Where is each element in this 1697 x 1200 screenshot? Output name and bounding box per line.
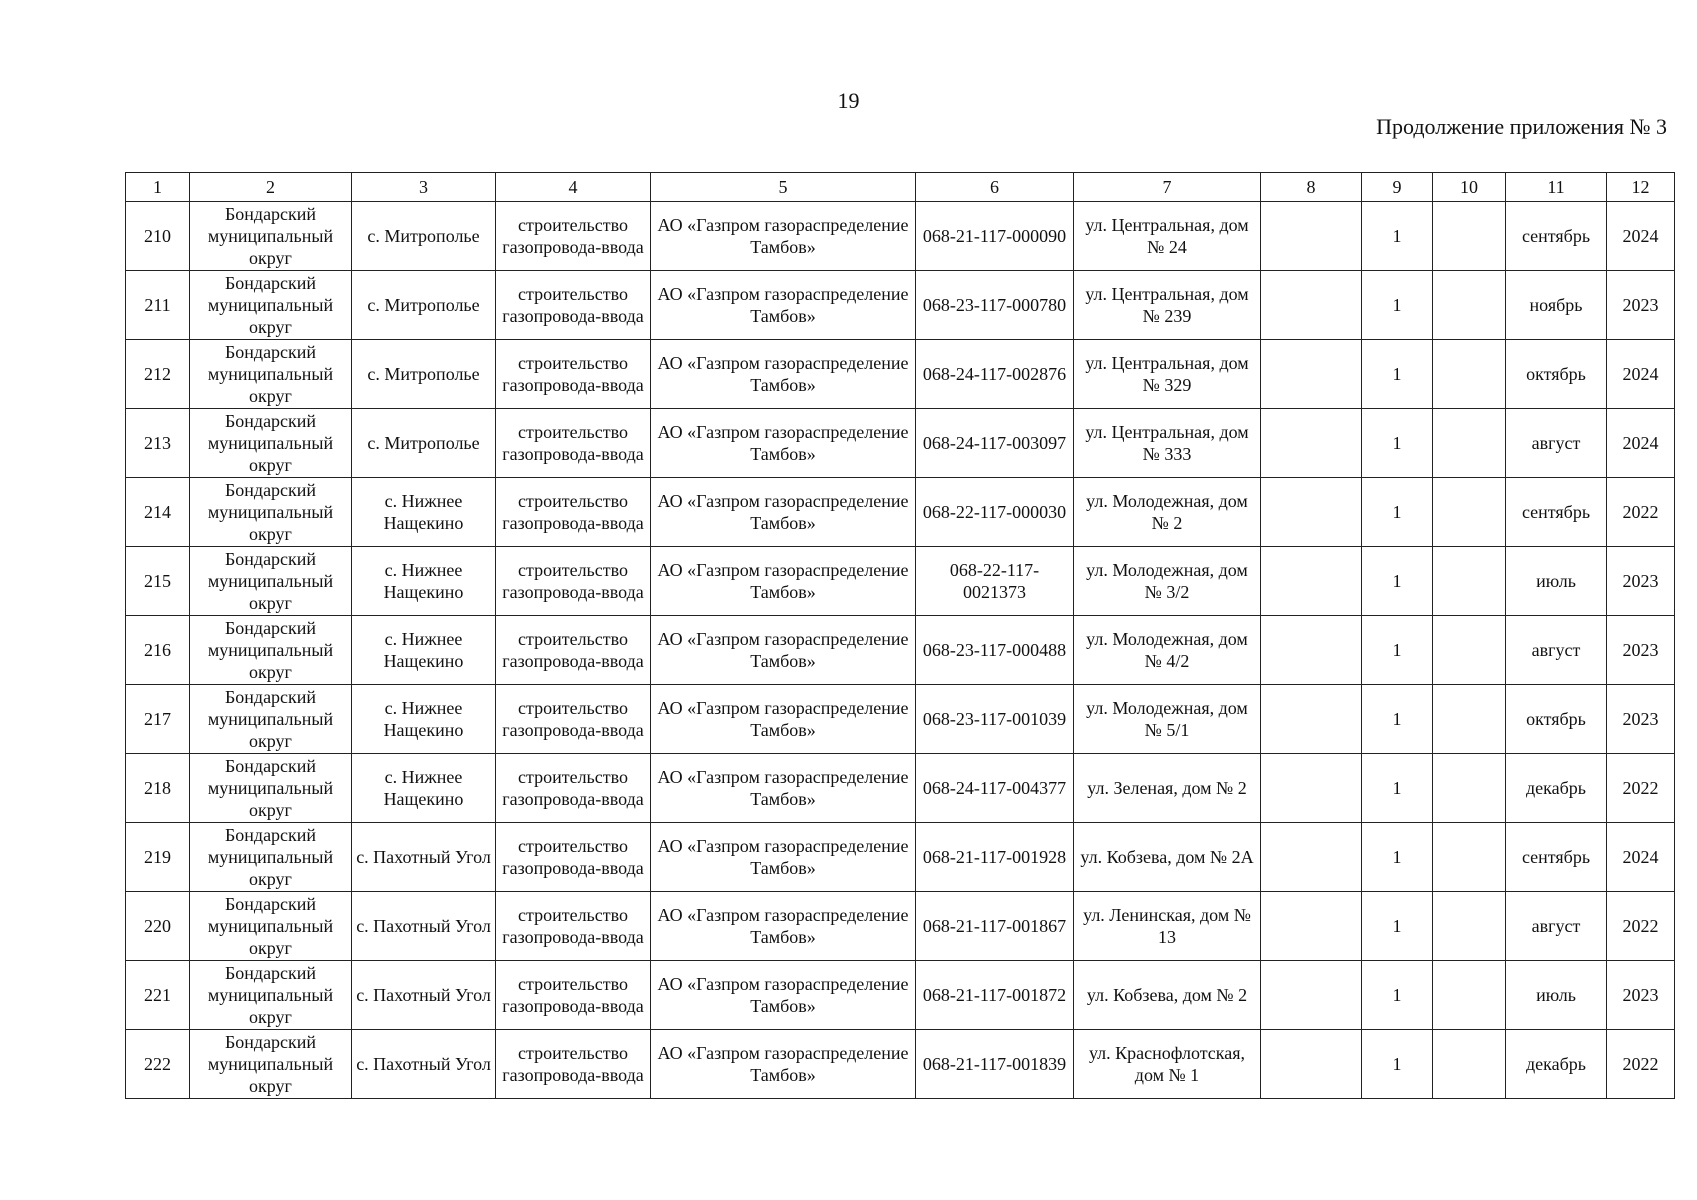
table-row bbox=[126, 754, 1675, 823]
row-number: 213 bbox=[126, 409, 190, 478]
organization-cell: АО «Газпром газораспределение Тамбов» bbox=[651, 409, 916, 478]
address-cell: ул. Кобзева, дом № 2А bbox=[1074, 823, 1261, 892]
quantity-cell: 1 bbox=[1362, 616, 1433, 685]
col8-cell bbox=[1261, 1030, 1362, 1099]
settlement-cell: с. Пахотный Угол bbox=[352, 1030, 496, 1099]
table-row bbox=[126, 409, 1675, 478]
col8-cell bbox=[1261, 271, 1362, 340]
table-row bbox=[126, 340, 1675, 409]
quantity-cell: 1 bbox=[1362, 823, 1433, 892]
registry-code-cell: 068-21-117-001867 bbox=[916, 892, 1074, 961]
settlement-cell: с. Пахотный Угол bbox=[352, 961, 496, 1030]
table-row bbox=[126, 616, 1675, 685]
col10-cell bbox=[1433, 409, 1506, 478]
work-type-cell: строительство газопровода-ввода bbox=[496, 271, 651, 340]
address-cell: ул. Центральная, дом № 24 bbox=[1074, 202, 1261, 271]
col8-cell bbox=[1261, 961, 1362, 1030]
organization-cell: АО «Газпром газораспределение Тамбов» bbox=[651, 340, 916, 409]
col8-cell bbox=[1261, 616, 1362, 685]
row-number: 221 bbox=[126, 961, 190, 1030]
registry-code-cell: 068-24-117-003097 bbox=[916, 409, 1074, 478]
organization-cell: АО «Газпром газораспределение Тамбов» bbox=[651, 271, 916, 340]
month-cell: июль bbox=[1506, 547, 1607, 616]
month-cell: август bbox=[1506, 616, 1607, 685]
work-type-cell: строительство газопровода-ввода bbox=[496, 616, 651, 685]
settlement-cell: с. Нижнее Нащекино bbox=[352, 685, 496, 754]
quantity-cell: 1 bbox=[1362, 685, 1433, 754]
registry-code-cell: 068-24-117-002876 bbox=[916, 340, 1074, 409]
quantity-cell: 1 bbox=[1362, 409, 1433, 478]
table-row bbox=[126, 823, 1675, 892]
district-cell: Бондарский муниципальный округ bbox=[190, 271, 352, 340]
row-number: 220 bbox=[126, 892, 190, 961]
col10-cell bbox=[1433, 1030, 1506, 1099]
year-cell: 2024 bbox=[1607, 340, 1675, 409]
row-number: 222 bbox=[126, 1030, 190, 1099]
district-cell: Бондарский муниципальный округ bbox=[190, 478, 352, 547]
row-number: 218 bbox=[126, 754, 190, 823]
address-cell: ул. Молодежная, дом № 5/1 bbox=[1074, 685, 1261, 754]
year-cell: 2023 bbox=[1607, 616, 1675, 685]
district-cell: Бондарский муниципальный округ bbox=[190, 202, 352, 271]
row-number: 211 bbox=[126, 271, 190, 340]
work-type-cell: строительство газопровода-ввода bbox=[496, 754, 651, 823]
col10-cell bbox=[1433, 892, 1506, 961]
organization-cell: АО «Газпром газораспределение Тамбов» bbox=[651, 823, 916, 892]
work-type-cell: строительство газопровода-ввода bbox=[496, 685, 651, 754]
organization-cell: АО «Газпром газораспределение Тамбов» bbox=[651, 961, 916, 1030]
col8-cell bbox=[1261, 685, 1362, 754]
month-cell: сентябрь bbox=[1506, 202, 1607, 271]
quantity-cell: 1 bbox=[1362, 271, 1433, 340]
quantity-cell: 1 bbox=[1362, 892, 1433, 961]
year-cell: 2024 bbox=[1607, 202, 1675, 271]
year-cell: 2023 bbox=[1607, 547, 1675, 616]
quantity-cell: 1 bbox=[1362, 961, 1433, 1030]
month-cell: сентябрь bbox=[1506, 823, 1607, 892]
organization-cell: АО «Газпром газораспределение Тамбов» bbox=[651, 1030, 916, 1099]
month-cell: август bbox=[1506, 409, 1607, 478]
col8-cell bbox=[1261, 202, 1362, 271]
month-cell: декабрь bbox=[1506, 754, 1607, 823]
column-header-1: 1 bbox=[126, 173, 190, 202]
quantity-cell: 1 bbox=[1362, 754, 1433, 823]
column-header-9: 9 bbox=[1362, 173, 1433, 202]
row-number: 217 bbox=[126, 685, 190, 754]
district-cell: Бондарский муниципальный округ bbox=[190, 616, 352, 685]
quantity-cell: 1 bbox=[1362, 202, 1433, 271]
address-cell: ул. Молодежная, дом № 2 bbox=[1074, 478, 1261, 547]
column-header-6: 6 bbox=[916, 173, 1074, 202]
settlement-cell: с. Нижнее Нащекино bbox=[352, 478, 496, 547]
address-cell: ул. Молодежная, дом № 4/2 bbox=[1074, 616, 1261, 685]
table-row bbox=[126, 271, 1675, 340]
district-cell: Бондарский муниципальный округ bbox=[190, 823, 352, 892]
col10-cell bbox=[1433, 754, 1506, 823]
year-cell: 2023 bbox=[1607, 271, 1675, 340]
column-header-3: 3 bbox=[352, 173, 496, 202]
address-cell: ул. Молодежная, дом № 3/2 bbox=[1074, 547, 1261, 616]
work-type-cell: строительство газопровода-ввода bbox=[496, 409, 651, 478]
district-cell: Бондарский муниципальный округ bbox=[190, 340, 352, 409]
organization-cell: АО «Газпром газораспределение Тамбов» bbox=[651, 892, 916, 961]
organization-cell: АО «Газпром газораспределение Тамбов» bbox=[651, 478, 916, 547]
col10-cell bbox=[1433, 961, 1506, 1030]
column-header-12: 12 bbox=[1607, 173, 1675, 202]
col8-cell bbox=[1261, 478, 1362, 547]
table-row bbox=[126, 202, 1675, 271]
col10-cell bbox=[1433, 685, 1506, 754]
settlement-cell: с. Нижнее Нащекино bbox=[352, 616, 496, 685]
table-row bbox=[126, 892, 1675, 961]
work-type-cell: строительство газопровода-ввода bbox=[496, 478, 651, 547]
month-cell: ноябрь bbox=[1506, 271, 1607, 340]
col10-cell bbox=[1433, 823, 1506, 892]
address-cell: ул. Центральная, дом № 329 bbox=[1074, 340, 1261, 409]
address-cell: ул. Центральная, дом № 333 bbox=[1074, 409, 1261, 478]
table-row bbox=[126, 685, 1675, 754]
registry-code-cell: 068-23-117-000488 bbox=[916, 616, 1074, 685]
column-header-10: 10 bbox=[1433, 173, 1506, 202]
district-cell: Бондарский муниципальный округ bbox=[190, 547, 352, 616]
year-cell: 2022 bbox=[1607, 892, 1675, 961]
month-cell: сентябрь bbox=[1506, 478, 1607, 547]
year-cell: 2023 bbox=[1607, 685, 1675, 754]
col10-cell bbox=[1433, 271, 1506, 340]
month-cell: август bbox=[1506, 892, 1607, 961]
organization-cell: АО «Газпром газораспределение Тамбов» bbox=[651, 685, 916, 754]
month-cell: декабрь bbox=[1506, 1030, 1607, 1099]
work-type-cell: строительство газопровода-ввода bbox=[496, 823, 651, 892]
settlement-cell: с. Нижнее Нащекино bbox=[352, 547, 496, 616]
column-header-2: 2 bbox=[190, 173, 352, 202]
col10-cell bbox=[1433, 547, 1506, 616]
registry-code-cell: 068-21-117-001872 bbox=[916, 961, 1074, 1030]
settlement-cell: с. Нижнее Нащекино bbox=[352, 754, 496, 823]
month-cell: октябрь bbox=[1506, 685, 1607, 754]
quantity-cell: 1 bbox=[1362, 478, 1433, 547]
registry-code-cell: 068-21-117-001839 bbox=[916, 1030, 1074, 1099]
row-number: 210 bbox=[126, 202, 190, 271]
appendix-note: Продолжение приложения № 3 bbox=[1376, 114, 1667, 139]
row-number: 214 bbox=[126, 478, 190, 547]
settlement-cell: с. Митрополье bbox=[352, 202, 496, 271]
address-cell: ул. Центральная, дом № 239 bbox=[1074, 271, 1261, 340]
col10-cell bbox=[1433, 478, 1506, 547]
year-cell: 2022 bbox=[1607, 754, 1675, 823]
column-header-8: 8 bbox=[1261, 173, 1362, 202]
settlement-cell: с. Митрополье bbox=[352, 340, 496, 409]
quantity-cell: 1 bbox=[1362, 340, 1433, 409]
page-number: 19 bbox=[837, 88, 860, 113]
work-type-cell: строительство газопровода-ввода bbox=[496, 547, 651, 616]
registry-code-cell: 068-22-117-000030 bbox=[916, 478, 1074, 547]
registry-code-cell: 068-24-117-004377 bbox=[916, 754, 1074, 823]
work-type-cell: строительство газопровода-ввода bbox=[496, 202, 651, 271]
table-row bbox=[126, 478, 1675, 547]
table-body bbox=[126, 202, 1675, 1099]
district-cell: Бондарский муниципальный округ bbox=[190, 1030, 352, 1099]
address-cell: ул. Зеленая, дом № 2 bbox=[1074, 754, 1261, 823]
year-cell: 2024 bbox=[1607, 409, 1675, 478]
col8-cell bbox=[1261, 547, 1362, 616]
col10-cell bbox=[1433, 340, 1506, 409]
year-cell: 2024 bbox=[1607, 823, 1675, 892]
col8-cell bbox=[1261, 754, 1362, 823]
organization-cell: АО «Газпром газораспределение Тамбов» bbox=[651, 616, 916, 685]
col10-cell bbox=[1433, 202, 1506, 271]
registry-code-cell: 068-23-117-000780 bbox=[916, 271, 1074, 340]
registry-code-cell: 068-21-117-000090 bbox=[916, 202, 1074, 271]
address-cell: ул. Ленинская, дом № 13 bbox=[1074, 892, 1261, 961]
settlement-cell: с. Митрополье bbox=[352, 271, 496, 340]
work-type-cell: строительство газопровода-ввода bbox=[496, 340, 651, 409]
col8-cell bbox=[1261, 823, 1362, 892]
work-type-cell: строительство газопровода-ввода bbox=[496, 1030, 651, 1099]
year-cell: 2023 bbox=[1607, 961, 1675, 1030]
table-row bbox=[126, 961, 1675, 1030]
district-cell: Бондарский муниципальный округ bbox=[190, 409, 352, 478]
district-cell: Бондарский муниципальный округ bbox=[190, 685, 352, 754]
district-cell: Бондарский муниципальный округ bbox=[190, 892, 352, 961]
col8-cell bbox=[1261, 340, 1362, 409]
settlement-cell: с. Пахотный Угол bbox=[352, 823, 496, 892]
settlement-cell: с. Пахотный Угол bbox=[352, 892, 496, 961]
month-cell: июль bbox=[1506, 961, 1607, 1030]
organization-cell: АО «Газпром газораспределение Тамбов» bbox=[651, 547, 916, 616]
work-type-cell: строительство газопровода-ввода bbox=[496, 892, 651, 961]
organization-cell: АО «Газпром газораспределение Тамбов» bbox=[651, 202, 916, 271]
district-cell: Бондарский муниципальный округ bbox=[190, 961, 352, 1030]
row-number: 212 bbox=[126, 340, 190, 409]
column-header-4: 4 bbox=[496, 173, 651, 202]
registry-table bbox=[125, 172, 1675, 1099]
district-cell: Бондарский муниципальный округ bbox=[190, 754, 352, 823]
header-row bbox=[126, 173, 1675, 202]
quantity-cell: 1 bbox=[1362, 547, 1433, 616]
work-type-cell: строительство газопровода-ввода bbox=[496, 961, 651, 1030]
month-cell: октябрь bbox=[1506, 340, 1607, 409]
row-number: 216 bbox=[126, 616, 190, 685]
column-header-7: 7 bbox=[1074, 173, 1261, 202]
registry-code-cell: 068-22-117-0021373 bbox=[916, 547, 1074, 616]
column-header-11: 11 bbox=[1506, 173, 1607, 202]
organization-cell: АО «Газпром газораспределение Тамбов» bbox=[651, 754, 916, 823]
col10-cell bbox=[1433, 616, 1506, 685]
quantity-cell: 1 bbox=[1362, 1030, 1433, 1099]
table-row bbox=[126, 1030, 1675, 1099]
row-number: 215 bbox=[126, 547, 190, 616]
column-header-5: 5 bbox=[651, 173, 916, 202]
address-cell: ул. Краснофлотская, дом № 1 bbox=[1074, 1030, 1261, 1099]
address-cell: ул. Кобзева, дом № 2 bbox=[1074, 961, 1261, 1030]
settlement-cell: с. Митрополье bbox=[352, 409, 496, 478]
col8-cell bbox=[1261, 892, 1362, 961]
registry-code-cell: 068-23-117-001039 bbox=[916, 685, 1074, 754]
registry-code-cell: 068-21-117-001928 bbox=[916, 823, 1074, 892]
year-cell: 2022 bbox=[1607, 478, 1675, 547]
row-number: 219 bbox=[126, 823, 190, 892]
table-row bbox=[126, 547, 1675, 616]
col8-cell bbox=[1261, 409, 1362, 478]
year-cell: 2022 bbox=[1607, 1030, 1675, 1099]
